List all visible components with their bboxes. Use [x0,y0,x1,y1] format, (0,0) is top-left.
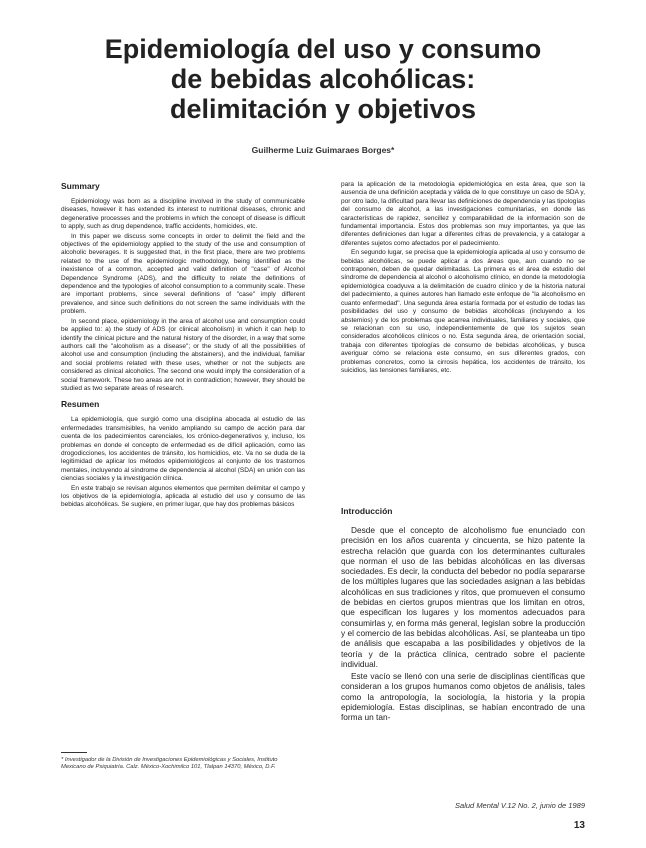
footnote-divider [61,752,87,753]
left-column [61,181,305,511]
introduction-heading: Introducción [341,506,393,516]
journal-citation: Salud Mental V.12 No. 2, junio de 1989 [455,801,585,810]
introduction-section [341,506,585,725]
author-footnote: * Investigador de la División de Investigaciones Epidemiológicas y Sociales, Instituto Mexicano de Psiquiatría. Calz. México-Xochimilco 101, Tlalpan 14370, México, D.F. [61,757,278,771]
resumen-paragraph: La epidemiología, que surgió como una disciplina abocada al estudio de las enfermedades transmisibles, ha venido ampliando su campo de acción para dar cuenta de los padecimientos carenciales, los crónico-degenerativos y, incluso, los problemas en donde el concepto de enfermedad es de difícil aplicación, como las drogodicciones, los accidentes de tránsito, los homicidios, etc. Va no se duda de la legitimidad de aplicar los métodos epidemiológicos al conjunto de los trastornos mentales, incluyendo al síndrome de dependencia al alcohol (SDA) en unión con las ciencias sociales y la investigación clínica. [61,416,305,483]
summary-heading: Summary [61,181,100,191]
title-line-2: de bebidas alcohólicas: [170,64,476,94]
resumen-heading: Resumen [61,399,100,410]
introduction-paragraph: Este vacío se llenó con una serie de disciplinas científicas que consideran a los grupos humanos como objetos de análisis, tales como la antropología, la sociología, la historia y la propia epidemiología. Estas disciplinas, se habían encontrado de una forma un tan- [341,671,585,723]
summary-paragraph: In second place, epidemiology in the area of alcohol use and consumption could be applied to: a) the study of ADS (or clinical alcoholism) in which it can help to identify the clinical picture and the natural history of the disorder, in a way that some authors call the "alcoholism as a disease"; or the study of all the possibilities of alcohol use and consumption (including the abstainers), and the individual, familiar and social problems related with these uses, whether or not the subjects are considered as clinical alcoholics. The second one would imply the consideration of a social framework. These two areas are not in contradiction; however, they should be studied as two separate areas of research. [61,317,305,392]
right-column [341,181,585,376]
article-title [0,34,646,124]
introduction-paragraph: Desde que el concepto de alcoholismo fue enunciado con precisión en los años cuarenta y cincuenta, se hizo patente la estrecha relación que guarda con los determinantes culturales que norman el uso de las bebidas alcohólicas en las diversas sociedades. Es decir, la conducta del bebedor no podía separarse de los múltiples lugares que las sociedades asignan a las bebidas alcohólicas en sus tradiciones y ritos, que promueven el consumo de bebidas en ciertos grupos mientras que los limitan en otros, que especifican los lugares y los momentos adecuados para consumirlas y, en forma más general, legislan sobre la producción y el comercio de las bebidas alcohólicas. Así, se planteaba un tipo de análisis que escapaba a las posibilidades y objetivos de la teoría y de la práctica clínica, centrado sobre el paciente individual. [341,525,585,669]
resumen-continued-paragraph: En segundo lugar, se precisa que la epidemiología aplicada al uso y consumo de bebidas alcohólicas, se puede aplicar a dos áreas que, aun cuando no se contraponen, deben de quedar delimitadas. La primera es el área de estudio del síndrome de dependencia al alcohol o alcoholismo clínico, en donde la metodología epidemiológica coadyuva a la delimitación de cuadro clínico y de la historia natural del padecimiento, a quines autores han llamado este enfoque de "la alcoholismo en cuanto enfermedad". Una segunda área estaría formada por el estudio de todas las posibilidades del uso y consumo de bebidas alcohólicas (incluyendo a los abstemios) y de los problemas que acarrea individuales, familiares y sociales, que se relacionan con su uso, independientemente de que los sujetos sean considerados alcohólicos clínicos o no. Esta segunda área, de orientación social, trabaja con diferentes tipologías de consumo de bebidas alcohólicas, y busca averiguar cómo se relaciona este consumo, en sus diferentes grados, con problemas concretos, como la cirrosis hepática, los accidentes de tránsito, los suicidios, las tensiones familiares, etc. [341,249,585,374]
summary-paragraph: In this paper we discuss some concepts in order to delimit the field and the objectives of the epidemiology applied to the study of the use and consumption of alcoholic beverages. It is suggested that, in the first place, there are two problems related to the use of the epidemiologic methodology, being identified as the inexistence of a common, accepted and valid definition of "case" of Alcohol Dependence Syndrome (ADS), and the difficulty to relate the definitions of dependence and the typologies of alcohol consumption to a community scale. These are important problems, since several definitions of "case" imply different prevalence, and since such definitions do not screen the same individuals with the problem. [61,232,305,316]
author-name: Guilherme Luiz Guimaraes Borges* [251,145,395,155]
summary-paragraph: Epidemiology was born as a discipline involved in the study of communicable diseases, however it has extended its interest to nutritional diseases, chronic and degenerative processes and the problems in which the concept of disease is difficult to apply, such as drug dependence, traffic accidents, homicides, etc. [61,198,305,231]
page-number: 13 [573,820,585,831]
resumen-paragraph: En este trabajo se revisan algunos elementos que permiten delimitar el campo y los objetivos de la epidemiología, aplicada al estudio del uso y consumo de las bebidas alcohólicas. Se sugiere, en primer lugar, que hay dos problemas básicos [61,484,305,509]
title-line-1: Epidemiología del uso y consumo [104,34,542,64]
title-line-3: delimitación y objetivos [169,94,477,124]
resumen-continued-paragraph: para la aplicación de la metodología epidemiológica en esta área, que son la ausencia de una definición aceptada y válida de lo que constituye un caso de SDA y, por otro lado, la dificultad para llevar las definiciones de dependencia y las tipologías del consumo de alcohol, a las investigaciones comunitarias, en donde las características de rapidez, sencillez y comparabilidad de la información son de fundamental importancia. Estos dos problemas son muy importantes, ya que las diferentes definiciones dan lugar a diferentes cifras de prevalencia, y a catalogar a diferentes sujetos como afectados por el padecimiento. [341,181,585,247]
